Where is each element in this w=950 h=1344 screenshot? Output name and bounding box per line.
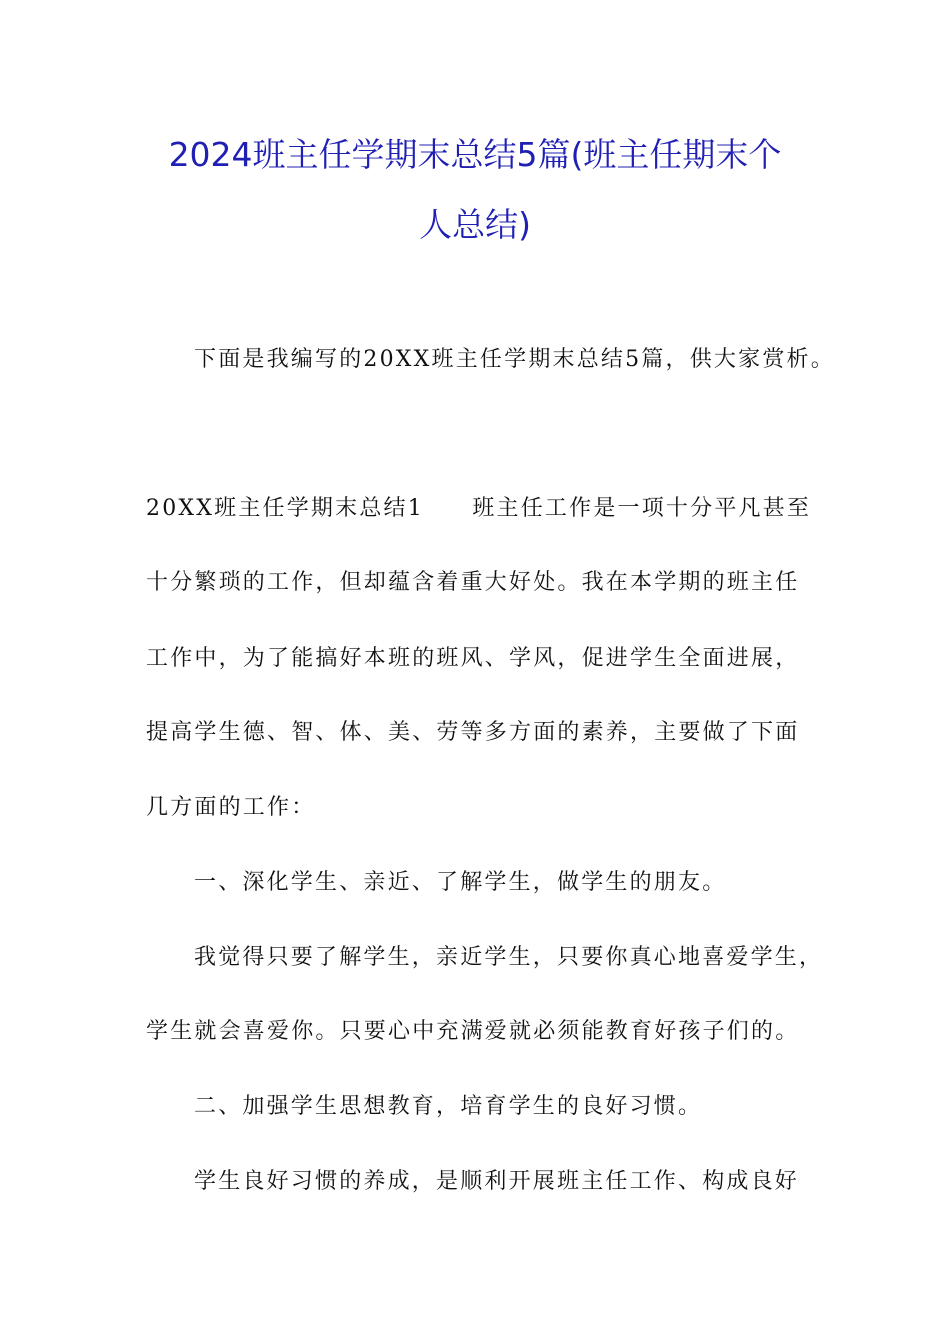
paragraph-1-line-4: 提高学生德、智、体、美、劳等多方面的素养，主要做了下面 xyxy=(146,720,800,745)
document-title-line-2: 人总结) xyxy=(419,205,531,244)
paragraph-1-line-5: 几方面的工作： xyxy=(146,795,316,820)
section-1-first-line: 20XX班主任学期末总结1 班主任工作是一项十分平凡甚至 xyxy=(146,496,812,521)
paragraph-1-line-3: 工作中，为了能搞好本班的班风、学风，促进学生全面进展， xyxy=(146,646,800,671)
list-item-2: 二、加强学生思想教育，培育学生的良好习惯。 xyxy=(194,1094,703,1119)
document-title-line-1: 2024班主任学期末总结5篇(班主任期末个 xyxy=(168,135,782,174)
list-item-1: 一、深化学生、亲近、了解学生，做学生的朋友。 xyxy=(194,870,727,895)
intro-paragraph: 下面是我编写的20XX班主任学期末总结5篇，供大家赏析。 xyxy=(194,347,835,372)
paragraph-1-line-2: 十分繁琐的工作，但却蕴含着重大好处。我在本学期的班主任 xyxy=(146,570,800,595)
paragraph-2-line-1: 我觉得只要了解学生，亲近学生，只要你真心地喜爱学生， xyxy=(194,945,824,970)
paragraph-2-line-2: 学生就会喜爱你。只要心中充满爱就必须能教育好孩子们的。 xyxy=(146,1019,800,1044)
paragraph-3-line-1: 学生良好习惯的养成，是顺利开展班主任工作、构成良好 xyxy=(194,1169,800,1194)
